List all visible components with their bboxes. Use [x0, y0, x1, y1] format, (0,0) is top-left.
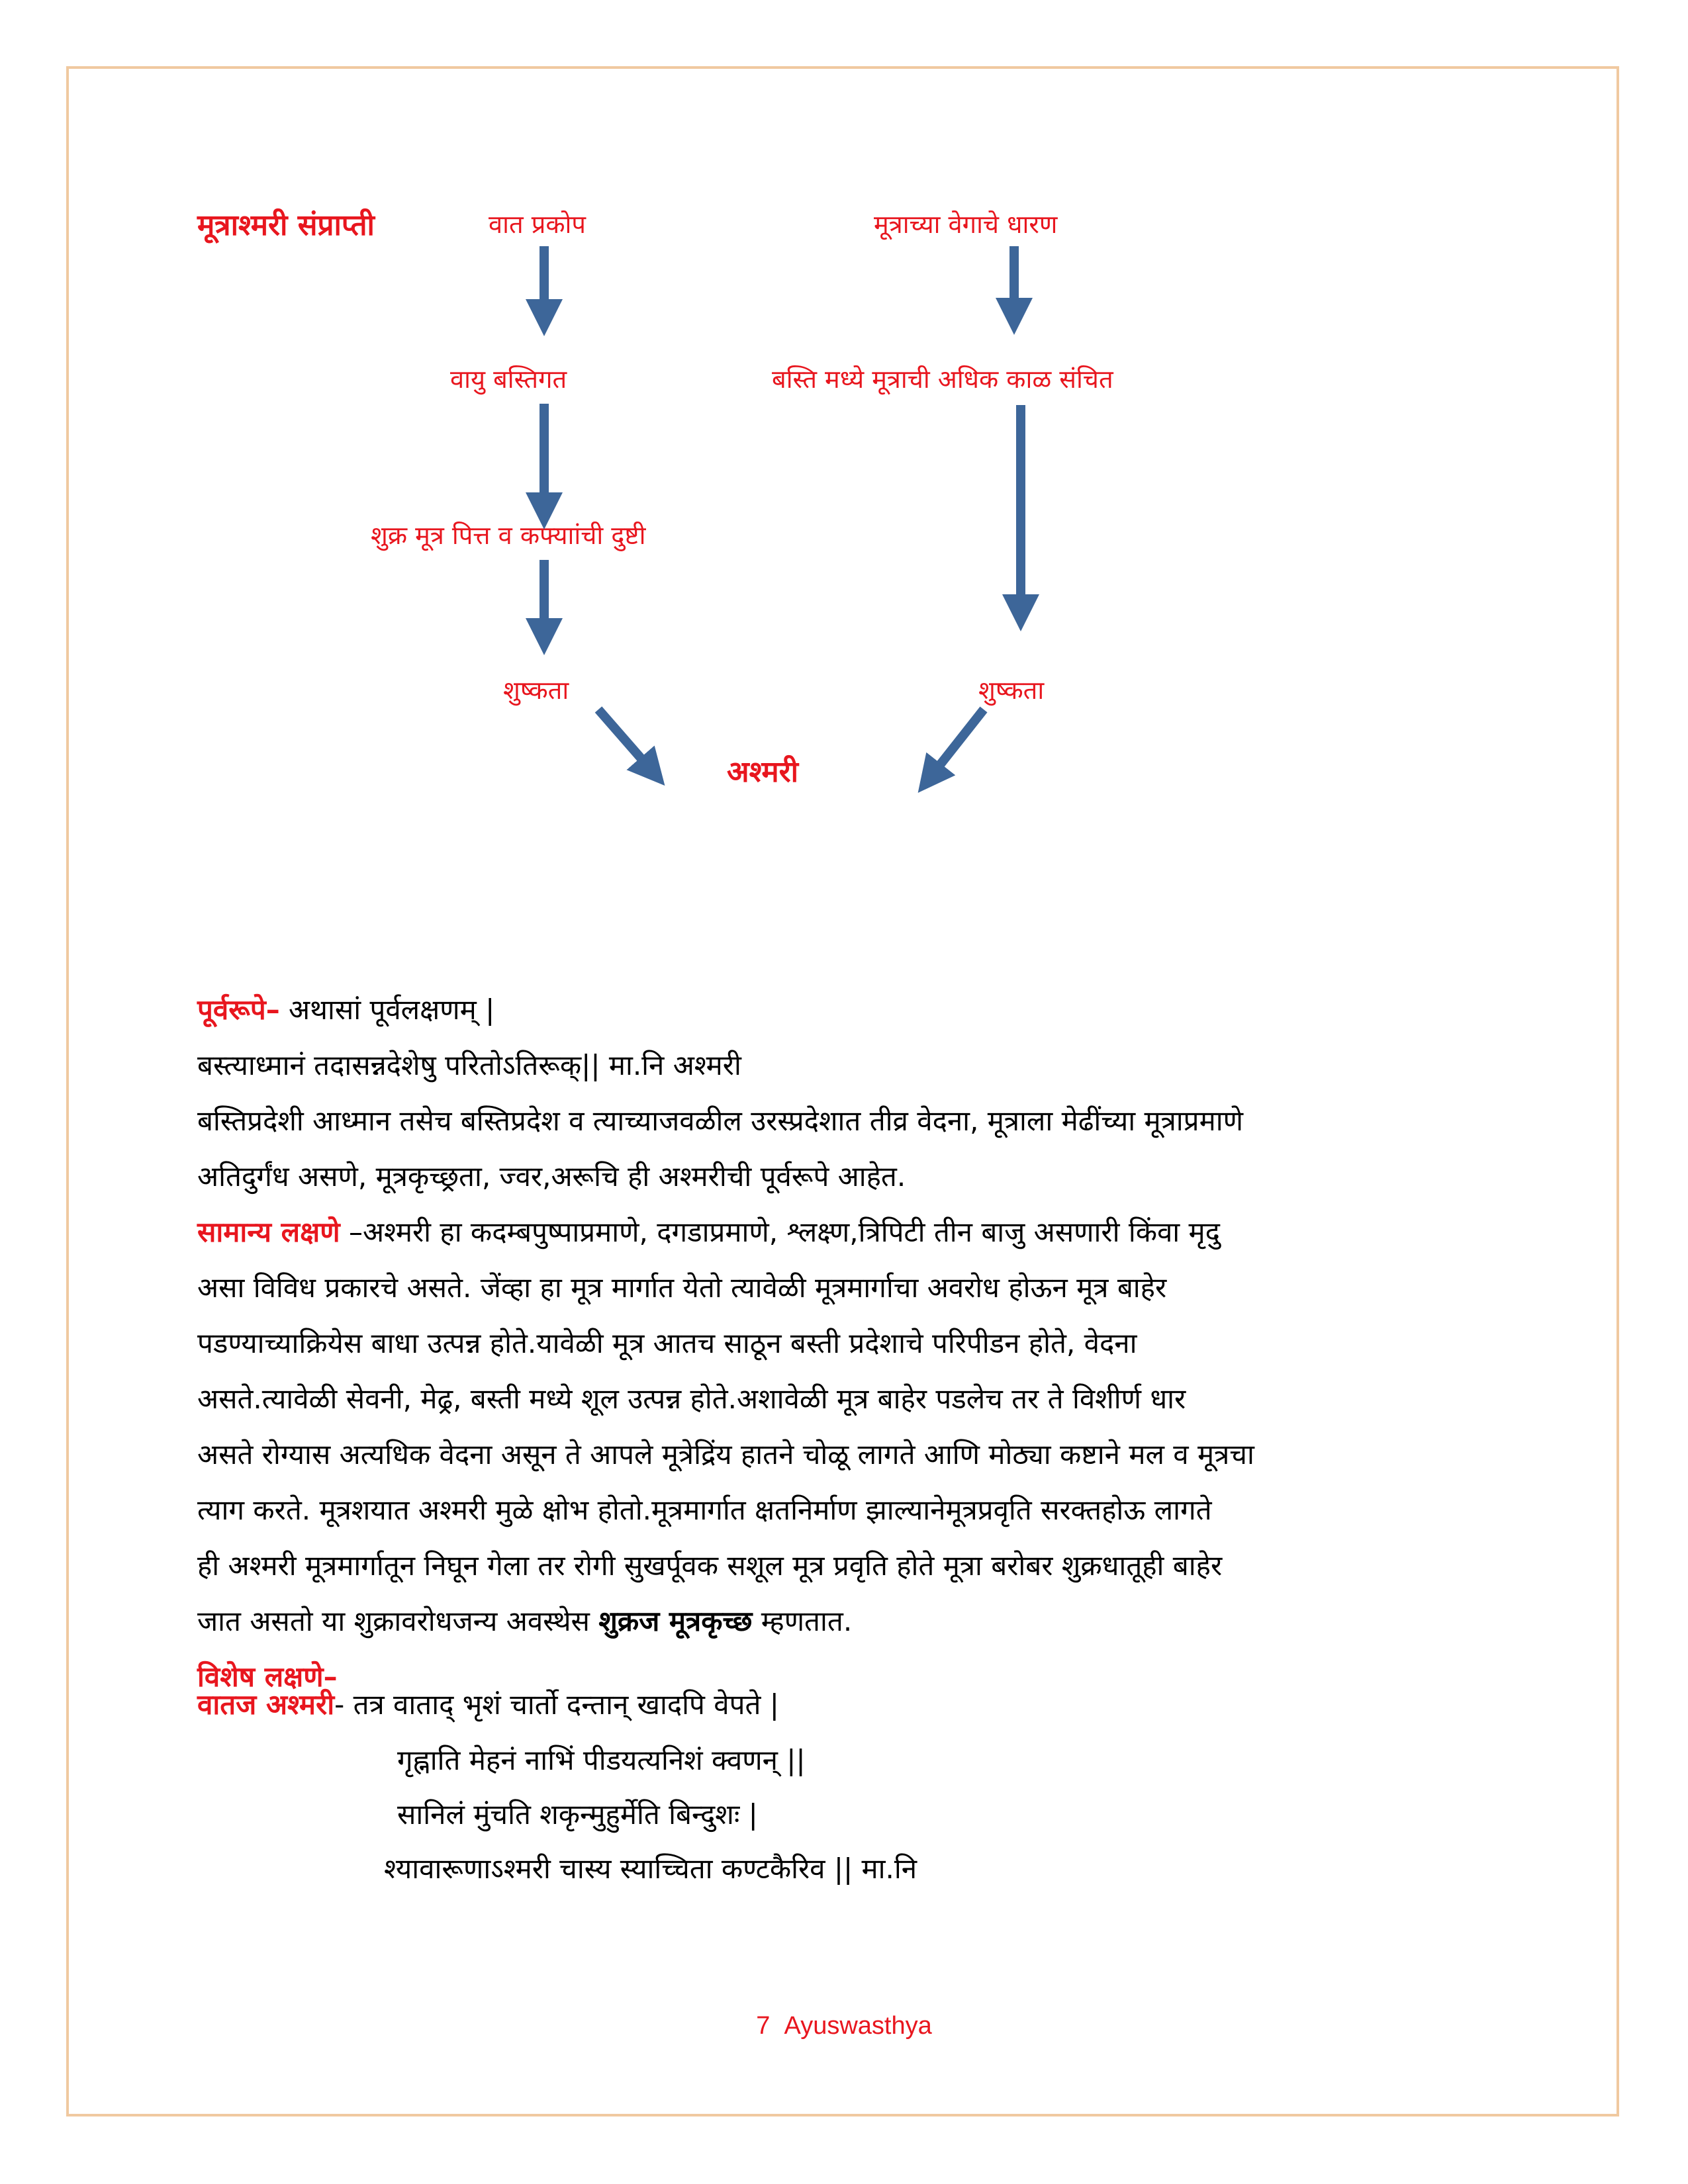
samanya-line-8 [197, 1594, 1488, 1649]
page-footer [0, 2012, 1688, 2040]
node-shushkata-right: शुष्कता [978, 676, 1045, 705]
purvarupa-line-2: बस्त्याध्मानं तदासन्नदेशेषु परितोऽतिरूक्|| मा.नि अश्मरी [197, 1049, 741, 1081]
node-dosha-dushti: शुक्र मूत्र पित्त व कफ्याांची दुष्टी [371, 521, 646, 550]
diagram-arrows [0, 0, 1688, 860]
samanya-line-5: असते रोग्यास अत्यधिक वेदना असून ते आपले मूत्रेद्रिंय हातने चोळू लागते आणि मोठ्या कष्टाने मल व मूत्रचा [197, 1438, 1254, 1471]
purvarupa-line-3: बस्तिप्रदेशी आध्मान तसेच बस्तिप्रदेश व त्याच्याजवळील उरस्प्रदेशात तीव्र वेदना, मूत्राला मेढींच्या मूत्राप्रमाणे [197, 1105, 1243, 1137]
vataja-line-2: गृह्नाति मेहनं नाभिं पीडयत्यनिशं क्वणन् || [397, 1744, 806, 1776]
vataja-line-3: सानिलं मुंचति शकृन्मुहुर्मेति बिन्दुशः | [397, 1798, 758, 1831]
vataja-sloka-1: - तत्र वाताद् भृशं चार्तो दन्तान् खादपि वेपते | [334, 1688, 779, 1721]
body-text [197, 982, 1488, 1705]
vataja-line-1 [197, 1685, 779, 1723]
page-number: 7 [756, 2012, 771, 2040]
node-vayu-bastigata: वायु बस्तिगत [450, 365, 567, 394]
purvarupa-line-4: अतिदुर्गंध असणे, मूत्रकृच्छ्रता, ज्वर,अरूचि ही अश्मरीची पूर्वरूपे आहेत. [197, 1160, 906, 1193]
samanya-line-2: असा विविध प्रकारचे असते. जेंव्हा हा मूत्र मार्गात येतो त्यावेळी मूत्रमार्गाचा अवरोध होऊन मूत्र बाहेर [197, 1271, 1167, 1304]
arrow-right-3 [929, 709, 984, 778]
node-ashmari: अश्मरी [727, 755, 799, 789]
purvarupa-heading: पूर्वरूपे– [197, 993, 280, 1026]
node-basti-sanchita: बस्ति मध्ये मूत्राची अधिक काळ संचित [772, 365, 1113, 394]
samanya-text-8-post: म्हणतात. [752, 1605, 853, 1637]
samanya-line-4: असते.त्यावेळी सेवनी, मेढ्र, बस्ती मध्ये शूल उत्पन्न होते.अशावेळी मूत्र बाहेर पडलेच तर ते विशीर्ण धार [197, 1383, 1186, 1415]
vishesh-heading: विशेष लक्षणे– [197, 1661, 338, 1693]
node-mutra-vega-dharana: मूत्राच्या वेगाचे धारण [874, 210, 1058, 239]
node-shushkata-left: शुष्कता [503, 676, 569, 705]
vataja-line-4: श्यावारूणाऽश्मरी चास्य स्याच्चिता कण्टकैरिव || मा.नि [384, 1852, 917, 1885]
diagram-title: मूत्राश्मरी संप्राप्ती [197, 208, 375, 242]
purvarupa-sloka-1: अथासां पूर्वलक्षणम् | [279, 993, 495, 1026]
samanya-text-8-pre: जात असतो या शुक्रावरोधजन्य अवस्थेस [197, 1605, 599, 1637]
footer-brand: Ayuswasthya [784, 2012, 932, 2040]
samanya-heading: सामान्य लक्षणे [197, 1216, 340, 1248]
samanya-line-3: पडण्याच्याक्रियेस बाधा उत्पन्न होते.यावेळी मूत्र आतच साठून बस्ती प्रदेशाचे परिपीडन होते, वेदना [197, 1327, 1137, 1359]
samanya-line-1 [197, 1205, 1488, 1260]
node-vata-prakopa: वात प्रकोप [489, 210, 586, 239]
samanya-line-6: त्याग करते. मूत्रशयात अश्मरी मुळे क्षोभ होतो.मूत्रमार्गात क्षतनिर्माण झाल्यानेमूत्रप्रवृति सरक्तहोऊ लागते [197, 1494, 1212, 1526]
purvarupa-line-1 [197, 982, 1488, 1038]
samanya-line-7: ही अश्मरी मूत्रमार्गातून निघून गेला तर रोगी सुखर्पूवक सशूल मूत्र प्रवृति होते मूत्रा बरोबर शुक्रधातूही बाहेर [197, 1549, 1223, 1582]
samanya-text-1: –अश्मरी हा कदम्बपुष्पाप्रमाणे, दगडाप्रमाणे, श्लक्ष्ण,त्रिपिटी तीन बाजु असणारी किंवा मृदु [340, 1216, 1220, 1248]
shukraja-mutrakrichha-term: शुक्रज मूत्रकृच्छ [598, 1605, 753, 1637]
arrow-left-4 [598, 709, 653, 772]
vataja-heading: वातज अश्मरी [197, 1688, 335, 1721]
